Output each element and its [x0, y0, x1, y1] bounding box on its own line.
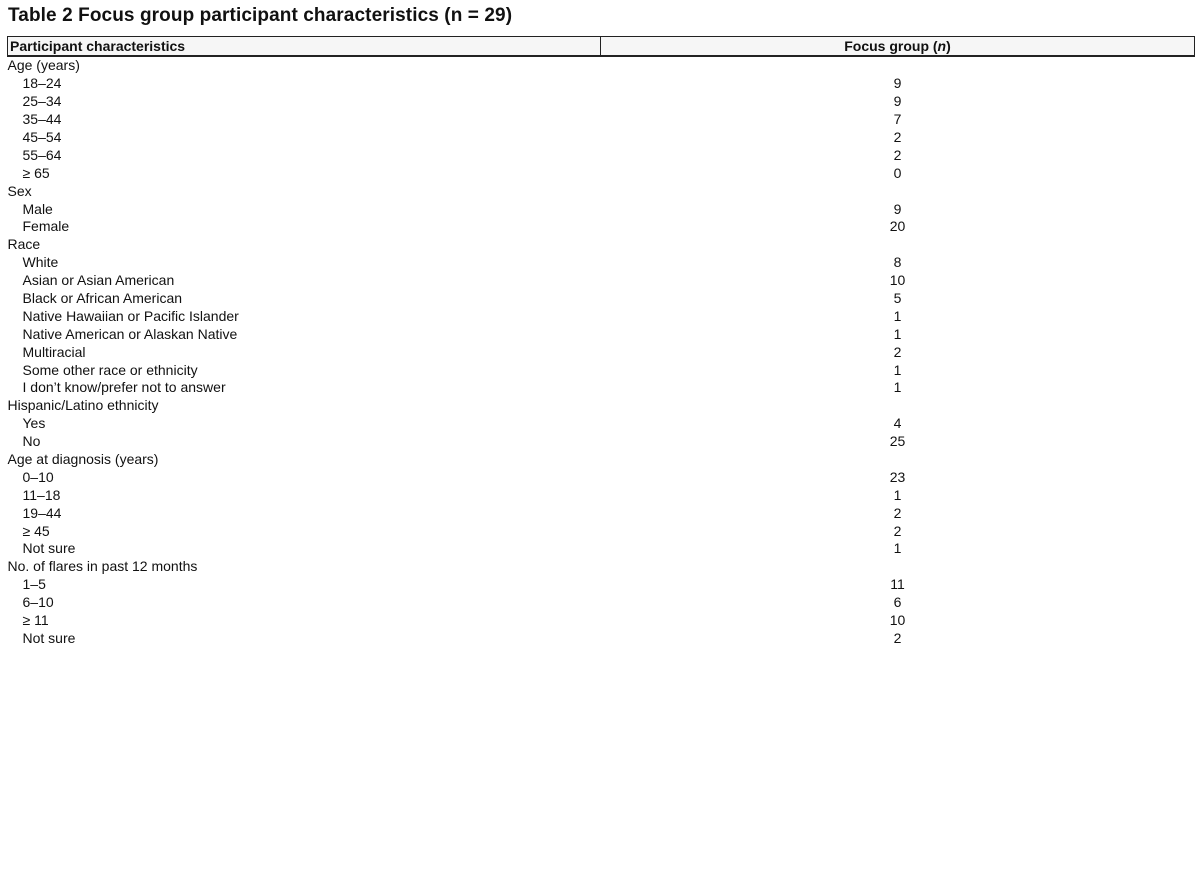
column-header-prefix: Focus group ( — [844, 37, 938, 54]
table-row — [8, 129, 1195, 147]
row-label: ≥ 45 — [22, 522, 50, 539]
table-row — [8, 164, 1195, 182]
table-row — [8, 290, 1195, 308]
group-label: Hispanic/Latino ethnicity — [7, 397, 159, 414]
table-group-row — [8, 451, 1195, 469]
row-count: 2 — [893, 522, 902, 539]
table-row — [8, 468, 1195, 486]
table-group-row — [8, 182, 1195, 200]
row-count — [601, 451, 1195, 469]
column-header-characteristics: Participant characteristics — [8, 37, 601, 57]
row-label: 18–24 — [22, 75, 62, 92]
row-count: 2 — [893, 343, 902, 360]
row-count: 6 — [893, 594, 902, 611]
table-row — [8, 200, 1195, 218]
row-count: 2 — [893, 146, 902, 163]
row-label: 25–34 — [22, 93, 62, 110]
participant-characteristics-table — [7, 36, 1195, 647]
table-row — [8, 433, 1195, 451]
row-count: 2 — [893, 504, 902, 521]
row-label: 0–10 — [22, 468, 54, 485]
table-row — [8, 343, 1195, 361]
row-label: Not sure — [22, 540, 76, 557]
table-row — [8, 218, 1195, 236]
row-label: No — [22, 433, 41, 450]
row-label: 35–44 — [22, 111, 62, 128]
table-row — [8, 325, 1195, 343]
row-count: 7 — [893, 111, 902, 128]
row-count — [601, 397, 1195, 415]
row-count: 20 — [889, 218, 906, 235]
column-header-n-italic: n — [937, 37, 947, 54]
row-count — [601, 56, 1195, 75]
table-row — [8, 254, 1195, 272]
table-row — [8, 361, 1195, 379]
row-count: 1 — [893, 325, 902, 342]
row-count: 9 — [893, 75, 902, 92]
row-count: 1 — [893, 361, 902, 378]
table-row — [8, 594, 1195, 612]
row-label: Some other race or ethnicity — [22, 361, 198, 378]
table-row — [8, 272, 1195, 290]
row-count: 9 — [893, 200, 902, 217]
table-row — [8, 93, 1195, 111]
table-row — [8, 576, 1195, 594]
row-label: Yes — [22, 415, 46, 432]
row-count — [601, 182, 1195, 200]
row-count: 5 — [893, 290, 902, 307]
table-row — [8, 522, 1195, 540]
row-label: Native Hawaiian or Pacific Islander — [22, 307, 239, 324]
row-label: Asian or Asian American — [22, 272, 175, 289]
row-label: 1–5 — [22, 576, 46, 593]
table-row — [8, 540, 1195, 558]
table-row — [8, 486, 1195, 504]
row-count: 10 — [889, 272, 906, 289]
row-count: 10 — [889, 612, 906, 629]
row-count — [601, 558, 1195, 576]
table-group-row — [8, 236, 1195, 254]
table-row — [8, 307, 1195, 325]
row-label: ≥ 65 — [22, 164, 50, 181]
row-count: 0 — [893, 164, 902, 181]
row-label: Male — [22, 200, 53, 217]
row-label: Female — [22, 218, 70, 235]
row-label: Black or African American — [22, 290, 183, 307]
row-count: 25 — [889, 433, 906, 450]
table-title: Table 2 Focus group participant characteristics (n = 29) — [8, 5, 513, 26]
row-count: 1 — [893, 540, 902, 557]
group-label: Sex — [7, 182, 32, 199]
table-row — [8, 415, 1195, 433]
row-count: 11 — [890, 576, 905, 593]
row-count: 2 — [893, 629, 902, 646]
table-row — [8, 111, 1195, 129]
row-count — [601, 236, 1195, 254]
table-row — [8, 146, 1195, 164]
row-label: ≥ 11 — [22, 612, 49, 629]
table-group-row — [8, 397, 1195, 415]
row-count: 2 — [893, 129, 902, 145]
row-count: 1 — [893, 486, 902, 503]
table-body — [8, 56, 1195, 647]
row-count: 4 — [893, 415, 902, 432]
row-count: 8 — [893, 254, 902, 271]
table-row — [8, 75, 1195, 93]
row-count: 9 — [893, 93, 902, 110]
row-label: 45–54 — [22, 129, 62, 145]
row-label: I don’t know/prefer not to answer — [22, 379, 226, 396]
group-label: No. of flares in past 12 months — [7, 558, 198, 575]
row-label: Not sure — [22, 629, 76, 646]
row-count: 1 — [893, 379, 902, 396]
row-label: White — [22, 254, 59, 271]
table-group-row — [8, 56, 1195, 75]
table-row — [8, 630, 1195, 648]
table-row — [8, 379, 1195, 397]
table-row — [8, 504, 1195, 522]
row-count: 23 — [889, 468, 906, 485]
table-row — [8, 612, 1195, 630]
row-label: 19–44 — [22, 504, 62, 521]
table-header-row — [8, 37, 1195, 57]
group-label: Race — [7, 236, 41, 253]
row-label: Multiracial — [22, 343, 86, 360]
table-group-row — [8, 558, 1195, 576]
row-label: 11–18 — [22, 486, 61, 503]
column-header-focus-group-n — [601, 37, 1195, 57]
row-label: Native American or Alaskan Native — [22, 325, 238, 342]
row-label: 55–64 — [22, 146, 62, 163]
group-label: Age (years) — [7, 57, 80, 74]
group-label: Age at diagnosis (years) — [7, 451, 159, 468]
column-header-suffix: ) — [946, 37, 951, 54]
row-count: 1 — [893, 307, 902, 324]
row-label: 6–10 — [22, 594, 54, 611]
